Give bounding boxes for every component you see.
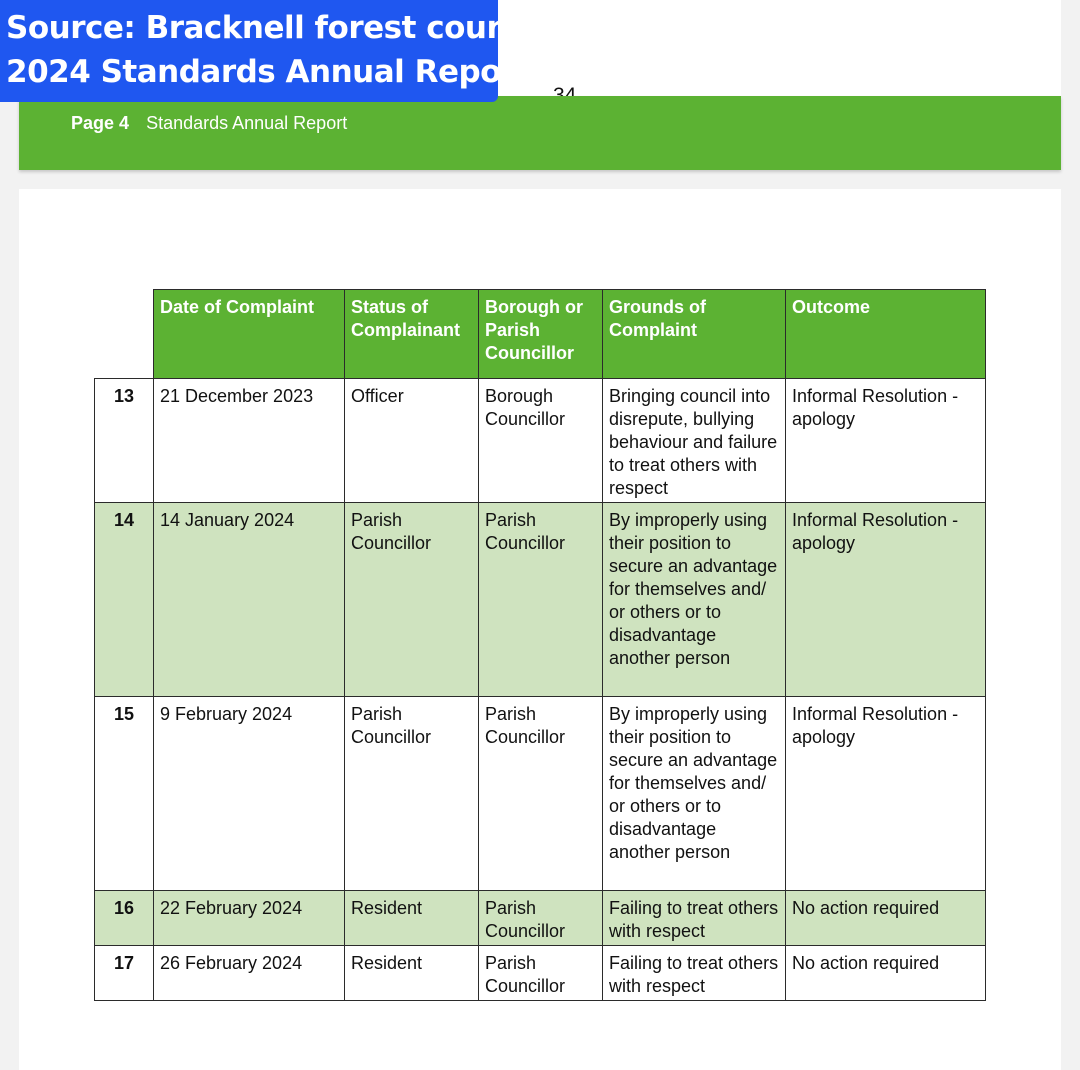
source-banner-line-1: Source: Bracknell forest council [6, 10, 547, 46]
table-header-row [95, 290, 986, 379]
cell-grounds: Failing to treat others with respect [603, 891, 786, 946]
cell-councillor: Parish Councillor [479, 503, 603, 697]
table-row [95, 379, 986, 503]
table-row [95, 891, 986, 946]
row-number: 13 [95, 379, 154, 503]
source-banner [0, 0, 547, 102]
cell-date: 21 December 2023 [154, 379, 345, 503]
cell-grounds: By improperly using their position to secure an advantage for themselves and/ or others or to disadvantage another person [603, 503, 786, 697]
table-row [95, 946, 986, 1001]
header-cell-grounds: Grounds of Complaint [603, 290, 786, 379]
header-cell-councillor: Borough or Parish Councillor [479, 290, 603, 379]
table-row [95, 697, 986, 891]
report-header-bar [19, 96, 1061, 170]
complaints-table [94, 289, 986, 1001]
cell-councillor: Parish Councillor [479, 697, 603, 891]
cell-grounds: Bringing council into disrepute, bullying behaviour and failure to treat others with respect [603, 379, 786, 503]
header-page-label: Page 4 [71, 113, 130, 133]
cell-status: Officer [345, 379, 479, 503]
cell-councillor: Parish Councillor [479, 946, 603, 1001]
header-text [71, 113, 347, 134]
cell-outcome: Informal Resolution - apology [786, 379, 986, 503]
source-banner-line-2: 2024 Standards Annual Report [6, 54, 531, 90]
header-title: Standards Annual Report [146, 113, 348, 133]
header-cell-date: Date of Complaint [154, 290, 345, 379]
row-number: 16 [95, 891, 154, 946]
cell-grounds: By improperly using their position to secure an advantage for themselves and/ or others or to disadvantage another person [603, 697, 786, 891]
cell-outcome: Informal Resolution - apology [786, 697, 986, 891]
cell-status: Resident [345, 946, 479, 1001]
row-number: 15 [95, 697, 154, 891]
cell-status: Parish Councillor [345, 697, 479, 891]
header-cell-status: Status of Complainant [345, 290, 479, 379]
cell-outcome: No action required [786, 946, 986, 1001]
cell-councillor: Borough Councillor [479, 379, 603, 503]
cell-outcome: No action required [786, 891, 986, 946]
cell-date: 14 January 2024 [154, 503, 345, 697]
cell-status: Parish Councillor [345, 503, 479, 697]
cell-date: 22 February 2024 [154, 891, 345, 946]
cell-councillor: Parish Councillor [479, 891, 603, 946]
row-number: 14 [95, 503, 154, 697]
row-number: 17 [95, 946, 154, 1001]
cell-date: 26 February 2024 [154, 946, 345, 1001]
cell-date: 9 February 2024 [154, 697, 345, 891]
cell-outcome: Informal Resolution - apology [786, 503, 986, 697]
header-cell-outcome: Outcome [786, 290, 986, 379]
cell-grounds: Failing to treat others with respect [603, 946, 786, 1001]
cell-status: Resident [345, 891, 479, 946]
table-row [95, 503, 986, 697]
header-cell-number [95, 290, 154, 379]
